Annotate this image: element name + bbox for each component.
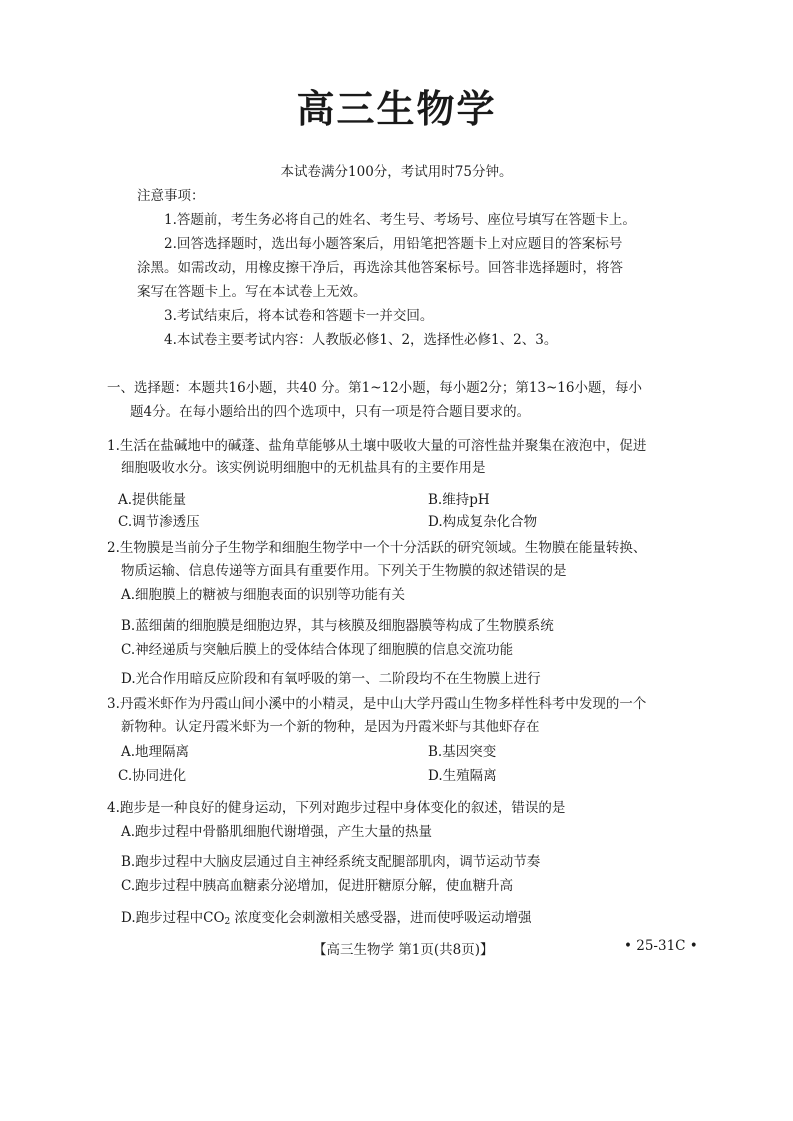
question-3-stem: 3.丹霞米虾作为丹霞山间小溪中的小精灵，是中山大学丹霞山生物多样性科考中发现的一个 — [107, 696, 647, 712]
option-b: B.基因突变 — [428, 744, 497, 760]
option-d: D.构成复杂化合物 — [428, 514, 538, 530]
question-1-stem: 1.生活在盐碱地中的碱蓬、盐角草能够从土壤中吸收大量的可溶性盐并聚集在液泡中，促进 — [107, 438, 647, 454]
exam-intro: 本试卷满分100分，考试用时75分钟。 — [280, 164, 513, 180]
option-b: B.维持pH — [428, 492, 490, 508]
option-d: D.光合作用暗反应阶段和有氧呼吸的第一、二阶段均不在生物膜上进行 — [121, 671, 541, 687]
notice-item: 4.本试卷主要考试内容：人教版必修1、2，选择性必修1、2、3。 — [164, 332, 558, 348]
option-a: A.提供能量 — [118, 492, 187, 508]
notice-item: 1.答题前，考生务必将自己的姓名、考生号、考场号、座位号填写在答题卡上。 — [164, 212, 636, 228]
option-c: C.调节渗透压 — [118, 514, 200, 530]
option-a: A.细胞膜上的糖被与细胞表面的识别等功能有关 — [121, 587, 406, 603]
section-heading: 一、选择题：本题共16小题，共40 分。第1~12小题，每小题2分；第13~16小题，每小 — [107, 380, 642, 396]
question-2-stem: 物质运输、信息传递等方面具有重要作用。下列关于生物膜的叙述错误的是 — [121, 563, 567, 579]
option-c: C.跑步过程中胰高血糖素分泌增加，促进肝糖原分解，使血糖升高 — [121, 878, 514, 894]
notice-heading: 注意事项： — [137, 188, 205, 204]
subscript: 2 — [224, 917, 231, 927]
option-b: B.蓝细菌的细胞膜是细胞边界，其与核膜及细胞器膜等构成了生物膜系统 — [121, 618, 554, 634]
notice-item: 3.考试结束后，将本试卷和答题卡一并交回。 — [164, 308, 434, 324]
option-b: B.跑步过程中大脑皮层通过自主神经系统支配腿部肌肉，调节运动节奏 — [121, 854, 541, 870]
option-c: C.神经递质与突触后膜上的受体结合体现了细胞膜的信息交流功能 — [121, 642, 514, 658]
question-2-stem: 2.生物膜是当前分子生物学和细胞生物学中一个十分活跃的研究领域。生物膜在能量转换、 — [107, 540, 647, 556]
option-c: C.协同进化 — [118, 768, 187, 784]
section-heading-cont: 题4分。在每小题给出的四个选项中，只有一项是符合题目要求的。 — [130, 404, 531, 420]
option-d-text: D.跑步过程中CO — [121, 910, 225, 926]
option-a: A.跑步过程中骨骼肌细胞代谢增强，产生大量的热量 — [121, 824, 433, 840]
question-3-stem: 新物种。认定丹霞米虾为一个新的物种，是因为丹霞米虾与其他虾存在 — [121, 719, 540, 735]
question-1-stem: 细胞吸收水分。该实例说明细胞中的无机盐具有的主要作用是 — [121, 460, 486, 476]
notice-item: 案写在答题卡上。写在本试卷上无效。 — [137, 284, 367, 300]
notice-item: 2.回答选择题时，选出每小题答案后，用铅笔把答题卡上对应题目的答案标号 — [164, 236, 623, 252]
page-footer: 【高三生物学 第1页(共8页)】 — [313, 942, 494, 958]
option-a: A.地理隔离 — [121, 744, 190, 760]
notice-item: 涂黑。如需改动，用橡皮擦干净后，再选涂其他答案标号。回答非选择题时，将答 — [137, 260, 623, 276]
option-d: D.生殖隔离 — [428, 768, 497, 784]
option-d — [121, 907, 532, 933]
option-d-text-cont: 浓度变化会刺激相关感受器，进而使呼吸运动增强 — [230, 910, 532, 926]
paper-code: • 25-31C • — [624, 938, 698, 954]
page-title: 高三生物学 — [296, 86, 497, 131]
question-4-stem: 4.跑步是一种良好的健身运动，下列对跑步过程中身体变化的叙述，错误的是 — [107, 800, 566, 816]
